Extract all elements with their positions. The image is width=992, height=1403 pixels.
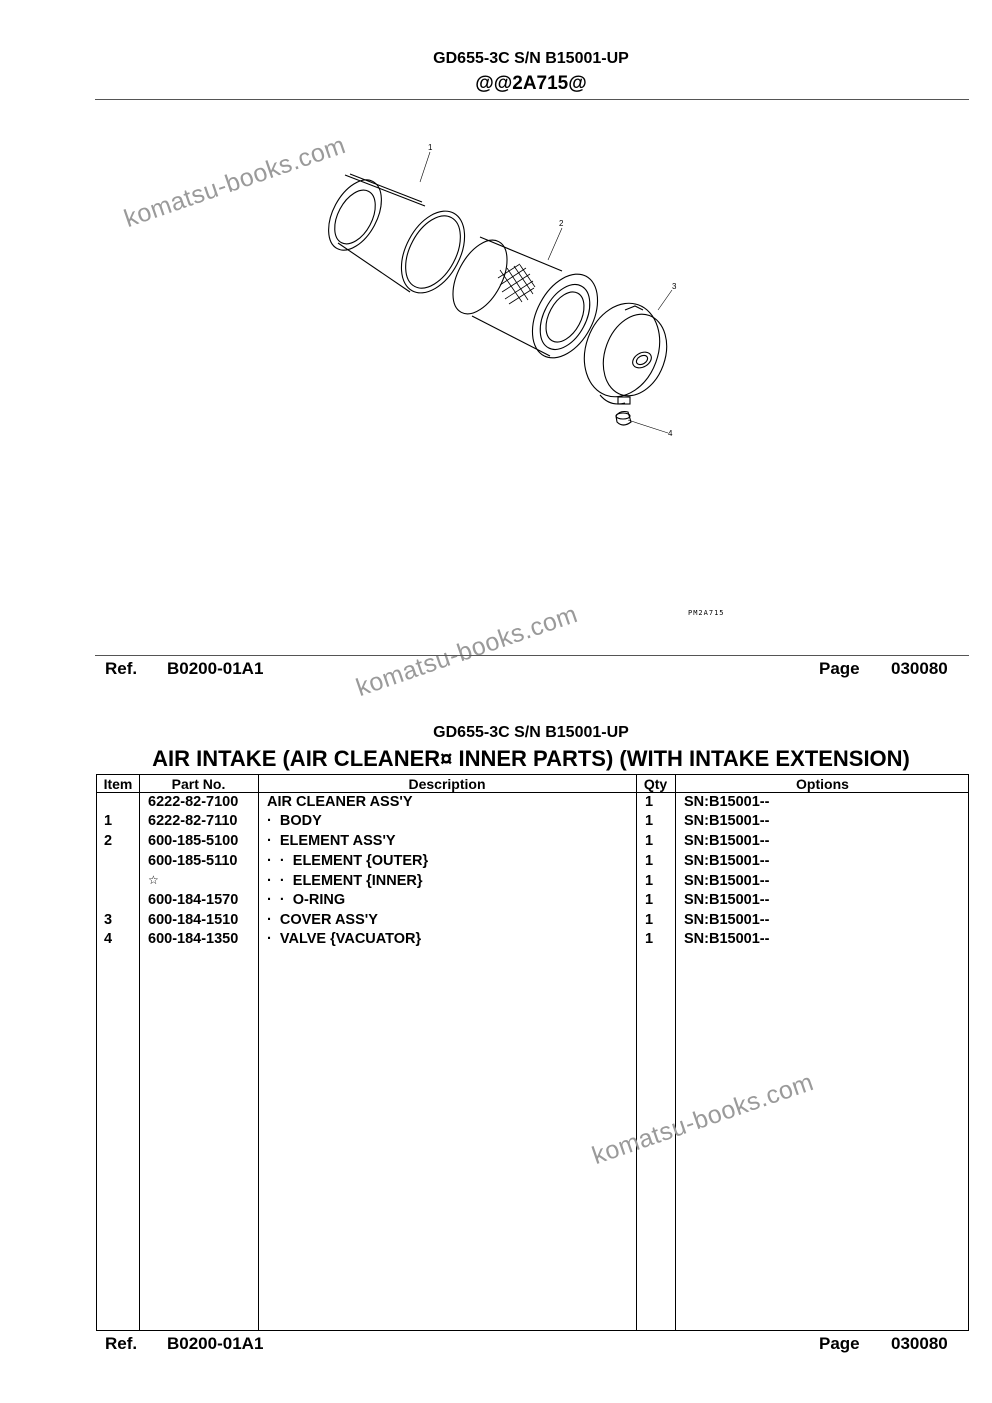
column-header-item: Item bbox=[103, 776, 133, 792]
exploded-parts-diagram bbox=[300, 120, 720, 450]
options: SN:B15001-- bbox=[684, 892, 770, 908]
bottom-ref-value: B0200-01A1 bbox=[167, 1334, 264, 1353]
options: SN:B15001-- bbox=[684, 794, 770, 810]
table-row bbox=[97, 853, 968, 872]
column-header-part-no: Part No. bbox=[171, 776, 226, 792]
description: · COVER ASS'Y bbox=[267, 912, 378, 928]
options: SN:B15001-- bbox=[684, 833, 770, 849]
item-number: 3 bbox=[104, 912, 113, 928]
options: SN:B15001-- bbox=[684, 853, 770, 869]
column-header-qty: Qty bbox=[643, 776, 668, 792]
options: SN:B15001-- bbox=[684, 873, 770, 889]
description: · VALVE {VACUATOR} bbox=[267, 931, 422, 947]
table-row bbox=[97, 912, 968, 931]
quantity: 1 bbox=[645, 873, 654, 889]
ref-label: Ref. bbox=[105, 659, 138, 678]
part-number: 600-185-5100 bbox=[148, 833, 239, 849]
part-number: 6222-82-7110 bbox=[148, 813, 238, 829]
column-header-description: Description bbox=[408, 776, 486, 792]
header-divider bbox=[97, 792, 968, 793]
description: · · ELEMENT {OUTER} bbox=[267, 853, 429, 869]
part-cover-drawing bbox=[572, 293, 678, 408]
watermark: komatsu-books.com bbox=[120, 130, 350, 234]
column-header-options: Options bbox=[796, 776, 849, 792]
quantity: 1 bbox=[645, 912, 654, 928]
description: AIR CLEANER ASS'Y bbox=[267, 794, 413, 810]
callout-3: 3 bbox=[672, 282, 677, 291]
table-row bbox=[97, 833, 968, 852]
options: SN:B15001-- bbox=[684, 813, 770, 829]
parts-table bbox=[96, 774, 969, 1331]
description: · · O-RING bbox=[267, 892, 346, 908]
page-value: 030080 bbox=[891, 659, 948, 678]
bottom-ref-label: Ref. bbox=[105, 1334, 138, 1353]
part-number: 600-184-1510 bbox=[148, 912, 239, 928]
description: · · ELEMENT {INNER} bbox=[267, 873, 423, 889]
part-number: 600-184-1570 bbox=[148, 892, 239, 908]
quantity: 1 bbox=[645, 813, 654, 829]
bottom-page-label: Page bbox=[819, 1334, 860, 1353]
bottom-model-header: GD655-3C S/N B15001-UP bbox=[433, 724, 629, 741]
table-row bbox=[97, 813, 968, 832]
top-illustration-code: @@2A715@ bbox=[475, 73, 587, 94]
quantity: 1 bbox=[645, 931, 654, 947]
quantity: 1 bbox=[645, 892, 654, 908]
item-number: 4 bbox=[104, 931, 113, 947]
top-header-rule bbox=[95, 99, 969, 100]
description: · ELEMENT ASS'Y bbox=[267, 833, 396, 849]
callout-2: 2 bbox=[559, 219, 564, 228]
options: SN:B15001-- bbox=[684, 912, 770, 928]
item-number: 1 bbox=[104, 813, 113, 829]
part-body-drawing bbox=[318, 171, 478, 303]
description: · BODY bbox=[267, 813, 322, 829]
top-model-header: GD655-3C S/N B15001-UP bbox=[433, 50, 629, 67]
part-number: 600-185-5110 bbox=[148, 853, 238, 869]
watermark: komatsu-books.com bbox=[352, 599, 582, 703]
part-number: 600-184-1350 bbox=[148, 931, 239, 947]
quantity: 1 bbox=[645, 833, 654, 849]
quantity: 1 bbox=[645, 853, 654, 869]
part-number: 6222-82-7100 bbox=[148, 794, 239, 810]
ref-value: B0200-01A1 bbox=[167, 659, 264, 678]
table-row bbox=[97, 794, 968, 813]
page-title: AIR INTAKE (AIR CLEANER¤ INNER PARTS) (WITH INTAKE EXTENSION) bbox=[152, 746, 910, 771]
top-footer-rule bbox=[95, 655, 969, 656]
bottom-page-value: 030080 bbox=[891, 1334, 948, 1353]
quantity: 1 bbox=[645, 794, 654, 810]
options: SN:B15001-- bbox=[684, 931, 770, 947]
figure-code: PM2A715 bbox=[688, 609, 725, 617]
item-number: 2 bbox=[104, 833, 113, 849]
table-row bbox=[97, 892, 968, 911]
table-row bbox=[97, 873, 968, 892]
callout-1: 1 bbox=[428, 143, 433, 152]
page-label: Page bbox=[819, 659, 860, 678]
watermark: komatsu-books.com bbox=[588, 1067, 818, 1171]
part-valve-drawing bbox=[616, 412, 631, 426]
part-number: ☆ bbox=[148, 873, 159, 887]
table-row bbox=[97, 931, 968, 950]
callout-4: 4 bbox=[668, 429, 673, 438]
